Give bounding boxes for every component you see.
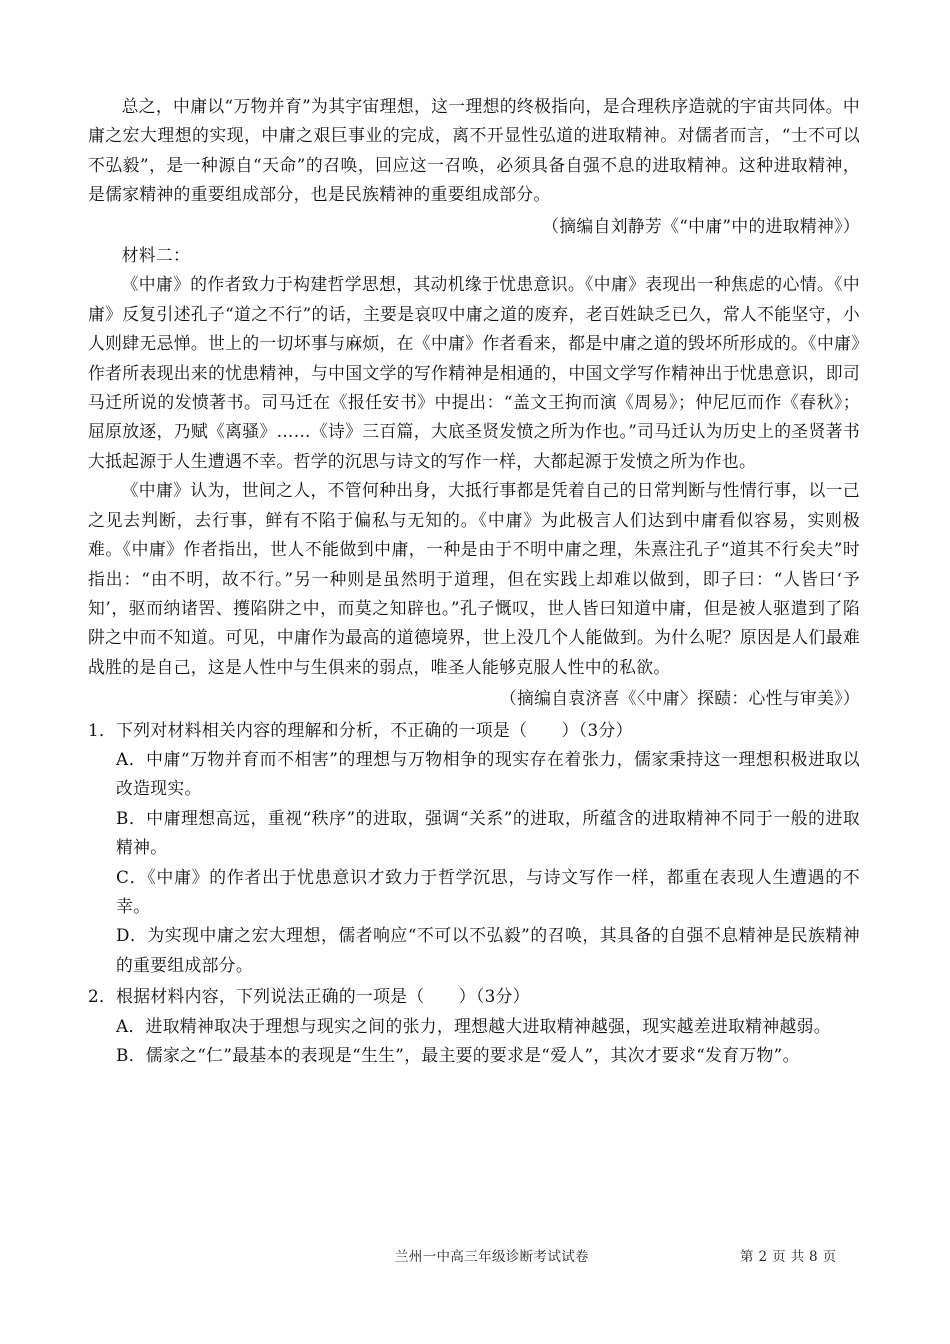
- footer-exam-title: 兰州一中高三年级诊断考试试卷: [395, 1249, 589, 1265]
- question-2-option-b: B．儒家之“仁”最基本的表现是“生生”，最主要的要求是“爱人”，其次才要求“发育万物”。: [116, 1045, 800, 1065]
- footer-page-number: 第 2 页 共 8 页: [740, 1249, 837, 1265]
- material2-heading: 材料二：: [121, 245, 191, 266]
- question-2: [88, 982, 860, 1070]
- question-1-option-c: C．《中庸》的作者出于忧患意识才致力于哲学沉思，与诗文写作一样，都重在表现人生遭遇的不幸。: [116, 866, 860, 916]
- page-content: [88, 92, 860, 1070]
- question-1-stem: 1．下列对材料相关内容的理解和分析，不正确的一项是（ ）（3分）: [88, 719, 633, 740]
- page-footer: [0, 1245, 950, 1267]
- material2-paragraph-1: 《中庸》的作者致力于构建哲学思想，其动机缘于忧患意识。《中庸》表现出一种焦虑的心情。《中庸》反复引述孔子“道之不行”的话，主要是哀叹中庸之道的废弃，老百姓缺乏已久，常人不能坚守，小人则肆无忌惮。世上的一切坏事与麻烦，在《中庸》作者看来，都是中庸之道的毁坏所形成的。《中庸》作者所表现出来的忧患精神，与中国文学的写作精神是相通的，中国文学写作精神出于忧患意识，即司马迁所说的发愤著书。司马迁在《报任安书》中提出：“盖文王拘而演《周易》；仲尼厄而作《春秋》；屈原放逐，乃赋《离骚》……《诗》三百篇，大底圣贤发愤之所为作也。”司马迁认为历史上的圣贤著书大抵起源于人生遭遇不幸。哲学的沉思与诗文的写作一样，大都起源于发愤之所为作也。: [88, 274, 860, 471]
- question-2-stem: 2．根据材料内容，下列说法正确的一项是（ ）（3分）: [88, 986, 530, 1007]
- material1-source: （摘编自刘静芳《“中庸”中的进取精神》）: [542, 215, 860, 236]
- question-1-option-b: B．中庸理想高远，重视“秩序”的进取，强调“关系”的进取，所蕴含的进取精神不同于一般的进取精神。: [116, 807, 860, 858]
- question-1: [88, 716, 860, 981]
- question-1-option-d: D．为实现中庸之宏大理想，儒者响应“不可以不弘毅”的召唤，其具备的自强不息精神是民族精神的重要组成部分。: [116, 925, 860, 975]
- question-2-option-a: A．进取精神取决于理想与现实之间的张力，理想越大进取精神越强，现实越差进取精神越弱。: [116, 1015, 831, 1036]
- material1-paragraph: 总之，中庸以“万物并育”为其宇宙理想，这一理想的终极指向，是合理秩序造就的宇宙共同体。中庸之宏大理想的实现，中庸之艰巨事业的完成，离不开显性弘道的进取精神。对儒者而言，“士不可以不弘毅”，是一种源自“天命”的召唤，回应这一召唤，必须具备自强不息的进取精神。这种进取精神，是儒家精神的重要组成部分，也是民族精神的重要组成部分。: [88, 96, 860, 205]
- question-1-option-a: A．中庸“万物并育而不相害”的理想与万物相争的现实存在着张力，儒家秉持这一理想积极进取以改造现实。: [116, 748, 860, 799]
- material2-paragraph-2: 《中庸》认为，世间之人，不管何种出身，大抵行事都是凭着自己的日常判断与性情行事，以一己之见去判断，去行事，鲜有不陷于偏私与无知的。《中庸》为此极言人们达到中庸看似容易，实则极难。《中庸》作者指出，世人不能做到中庸，一种是由于不明中庸之理，朱熹注孔子“道其不行矣夫”时指出：“由不明，故不行。”另一种则是虽然明于道理，但在实践上却难以做到，即子曰：“人皆曰‘予知’，驱而纳诸罟、擭陷阱之中，而莫之知辟也。”孔子慨叹，世人皆曰知道中庸，但是被人驱遣到了陷阱之中而不知道。可见，中庸作为最高的道德境界，世上没几个人能做到。为什么呢？原因是人们最难战胜的是自己，这是人性中与生俱来的弱点，唯圣人能够克服人性中的私欲。: [88, 480, 860, 677]
- material2-source: （摘编自袁济喜《〈中庸〉探赜：心性与审美》）: [499, 688, 860, 709]
